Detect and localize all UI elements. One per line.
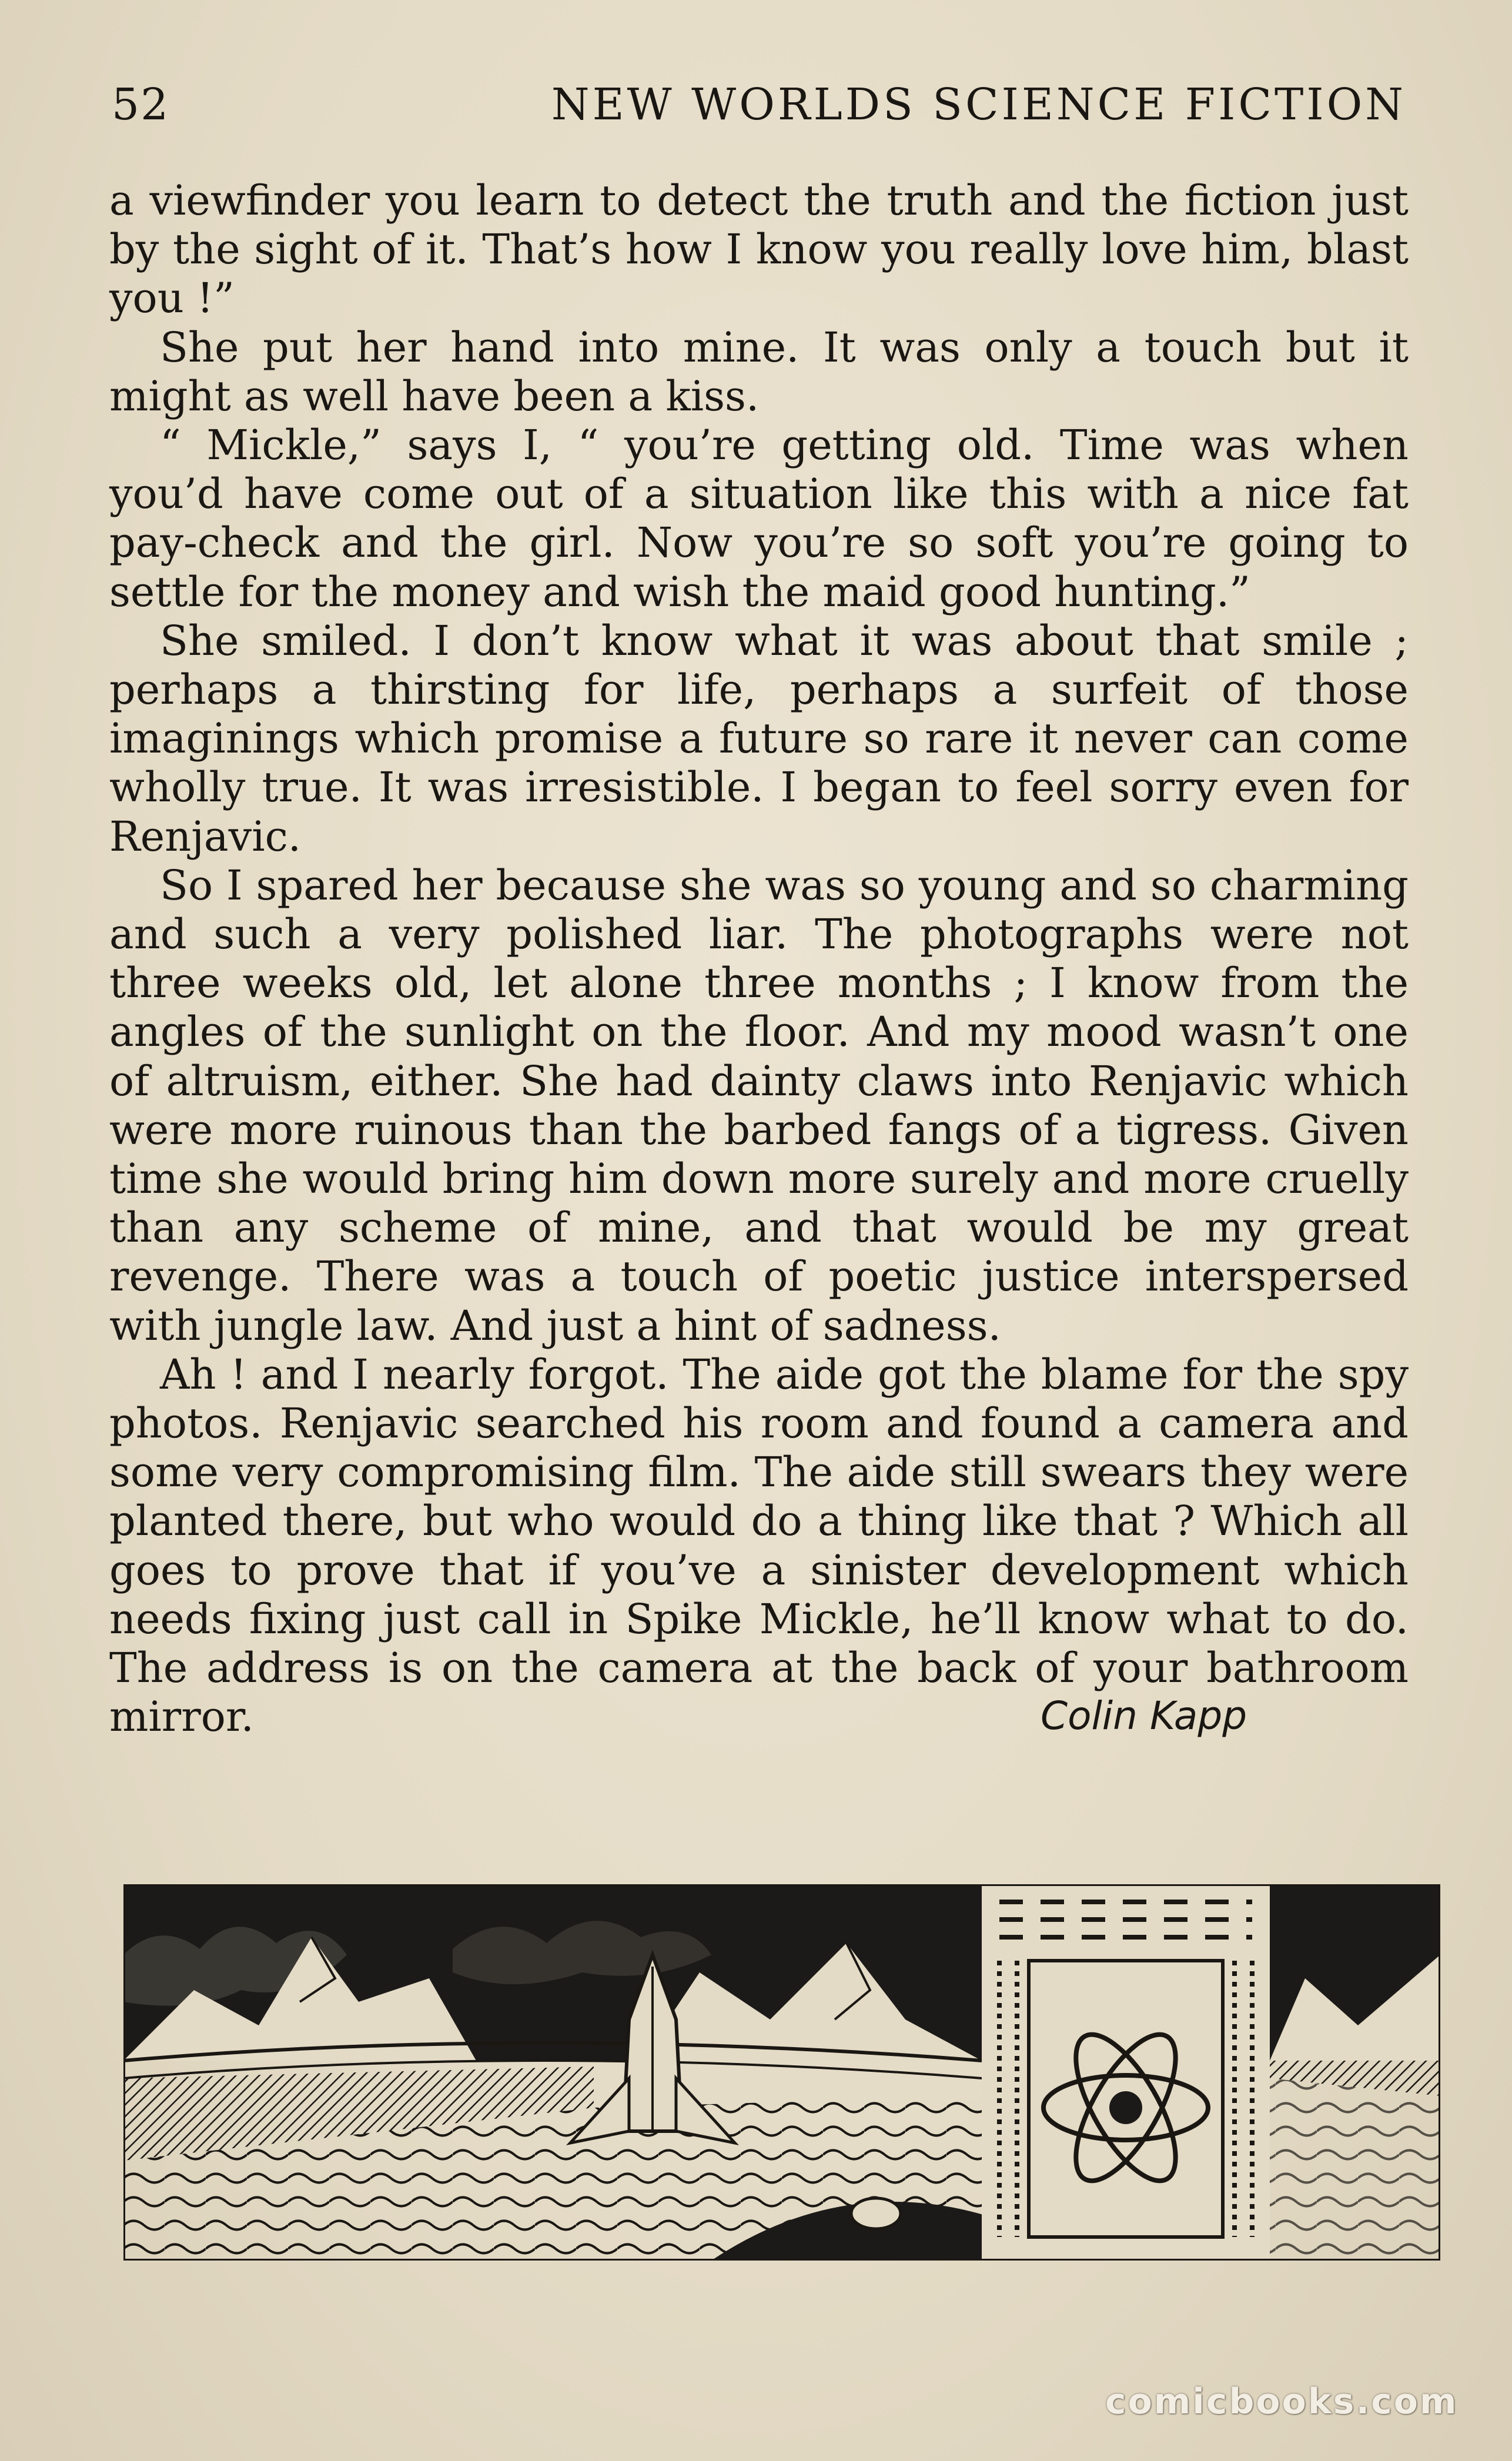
watermark: comicbooks.com <box>1105 2381 1459 2422</box>
paragraph-2: She put her hand into mine. It was only a touch but it might as well have been a kiss. <box>109 323 1409 420</box>
paragraph-3: “ Mickle,” says I, “ you’re getting old. Time was when you’d have come out of a situation like this with a nice fat pay-check and the girl. Now you’re so soft you’re going to settle for the money and wish the maid good hunting.” <box>109 421 1409 616</box>
page-number: 52 <box>112 79 170 130</box>
paragraph-5: So I spared her because she was so young and so charming and such a very polished liar. The photographs were not three weeks old, let alone three months ; I know from the angles of the sunlight on the floor. And my mood wasn’t one of altruism, either. She had dainty claws into Renjavic which were more ruinous than the barbed fangs of a tigress. Given time she would bring him down more surely and more cruelly than any scheme of mine, and that would be my great revenge. There was a touch of poetic justice interspersed with jungle law. And just a hint of sadness. <box>109 861 1409 1350</box>
journal-title: NEW WORLDS SCIENCE FICTION <box>551 79 1406 130</box>
paragraph-1: a viewfinder you learn to detect the truth and the fiction just by the sight of it. That’s how I know you really love him, blast you !” <box>109 176 1409 323</box>
running-head <box>112 79 1406 132</box>
spaceship-landscape-illustration <box>123 1884 1440 2261</box>
author-byline: Colin Kapp <box>1041 1693 1247 1738</box>
story-text <box>109 176 1409 1742</box>
paragraph-4: She smiled. I don’t know what it was about that smile ; perhaps a thirsting for life, perhaps a surfeit of those imaginings which promise a future so rare it never can come wholly true. It was irresistible. I began to feel sorry even for Renjavic. <box>109 616 1409 861</box>
paragraph-6: Ah ! and I nearly forgot. The aide got the blame for the spy photos. Renjavic searched his room and found a camera and some very compromising film. The aide still swears they were planted there, but who would do a thing like that ? Which all goes to prove that if you’ve a sinister development which needs fixing just call in Spike Mickle, he’ll know what to do. The address is on the camera at the back of your bathroom mirror. <box>109 1350 1409 1741</box>
